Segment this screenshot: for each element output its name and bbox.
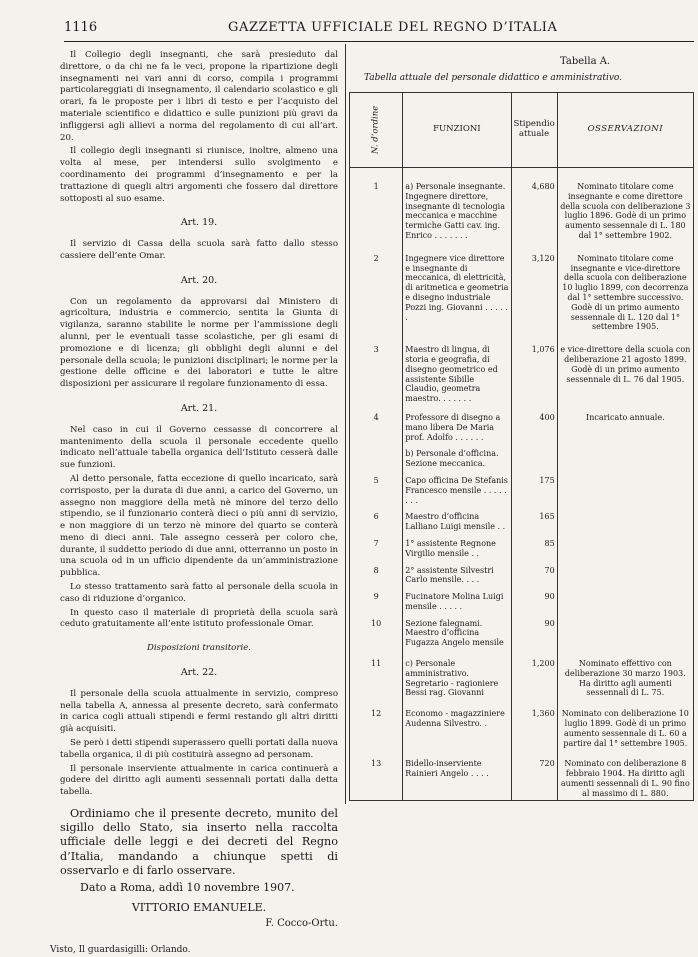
header-n: N. d’ordine xyxy=(350,93,403,168)
paragraph: Se però i detti stipendi superassero quelli portati dalla nuova tabella organica, il di più costituirà assegno ad personam. xyxy=(60,738,338,760)
paragraph: Il servizio di Cassa della scuola sarà fatto dallo stesso cassiere dell’ente Omar. xyxy=(60,239,338,261)
table-subtitle: Tabella attuale del personale didattico e amministrativo. xyxy=(364,73,623,83)
article-heading: Art. 19. xyxy=(180,217,218,229)
cell-salary: 3,120 xyxy=(511,242,557,333)
table-row xyxy=(350,242,694,333)
cell-number: 13 xyxy=(350,749,403,800)
cell-notes: Nominato titolare come insegnante e come direttore della scuola con deliberazione 3 luglio 1896. Godè di un primo aumento sessennale di L. 180 dal 1° settembre 1902. xyxy=(557,168,693,242)
cell-salary: 90 xyxy=(511,586,557,613)
cell-notes xyxy=(557,560,693,587)
table-row xyxy=(350,405,694,443)
cell-function: Maestro di lingua, di storia e geografia, di disegno geometrico ed assistente Sibille Claudio, geometra maestro. . . . . . . xyxy=(403,333,511,405)
cell-function: Capo officina De Stefanis Francesco mensile . . . . . . . . xyxy=(403,470,511,506)
header-rule xyxy=(64,41,694,42)
table-row xyxy=(350,506,694,533)
cell-notes: Nominato con deliberazione 8 febbraio 1904. Ha diritto agli aumenti sessennali di L. 90 fino al massimo di L. 880. xyxy=(557,749,693,800)
cell-number: 1 xyxy=(350,168,403,242)
cell-number xyxy=(350,443,403,470)
cell-function: Bidello-inserviente Rainieri Angelo . . . . xyxy=(403,749,511,800)
table-row xyxy=(350,168,694,242)
cell-salary: 400 xyxy=(511,405,557,443)
article-heading: Art. 21. xyxy=(180,402,218,414)
personnel-table xyxy=(349,92,694,801)
header-funzioni: FUNZIONI xyxy=(403,93,511,168)
cell-function: 1° assistente Regnone Virgilio mensile . . xyxy=(403,533,511,560)
cell-notes xyxy=(557,506,693,533)
cell-number: 5 xyxy=(350,470,403,506)
table-row xyxy=(350,443,694,470)
king-signature: VITTORIO EMANUELE. xyxy=(131,900,267,914)
cell-number: 9 xyxy=(350,586,403,613)
cell-salary: 175 xyxy=(511,470,557,506)
cell-number: 10 xyxy=(350,613,403,649)
paragraph: Il Collegio degli insegnanti, che sarà presieduto dal direttore, o da chi ne fa le veci, propone la ripartizione degli insegnamenti nei vari anni di corso, compila i programmi particolareggiati di insegnamento, il calendario scolastico e gli orari, fa le proposte per i libri di testo e per l’acquisto del materiale scientifico e didattico e sulle punizioni più gravi da infliggersi agli allievi a norma del regolamento di cui all’art. 20. xyxy=(60,50,338,143)
cell-function: Maestro d’officina Lalliano Luigi mensile . . xyxy=(403,506,511,533)
cell-number: 7 xyxy=(350,533,403,560)
cell-salary: 90 xyxy=(511,613,557,649)
cell-notes xyxy=(557,443,693,470)
paragraph: Nel caso in cui il Governo cessasse di concorrere al mantenimento della scuola il personale eccedente quello indicato nell’attuale tabella organica dell’Istituto cesserà dalle sue funzioni. xyxy=(60,424,338,471)
cell-number: 3 xyxy=(350,333,403,405)
cell-salary: 1,200 xyxy=(511,649,557,699)
paragraph: Al detto personale, fatta eccezione di quello incaricato, sarà corrisposto, per la durata di due anni, a carico del Governo, un assegno non maggiore della metà nè minore del terzo dello stipendio, se il funzionario conterà dieci o più anni di servizio, e non maggiore di un terzo nè minore del quarto se conterà meno di dieci anni. Tale assegno cesserà per coloro che, durante, il suddetto periodo di due anni, otterranno un posto in una scuola od in un ufficio dipendente da un’amministrazione pubblica. xyxy=(60,473,338,579)
article-heading: Art. 22. xyxy=(180,667,218,679)
cell-function: b) Personale d’officina. Sezione meccanica. xyxy=(403,443,511,470)
cell-notes: Incaricato annuale. xyxy=(557,405,693,443)
cell-function: Economo - magazziniere Audenna Silvestro. . xyxy=(403,699,511,749)
cell-notes: Nominato titolare come insegnante e vice-direttore della scuola con deliberazione 10 luglio 1899, con decorrenza dal 1° settembre successivo. Godè di un primo aumento sessennale di L. 120 dal 1° settembre 1905. xyxy=(557,242,693,333)
cell-function: a) Personale insegnante. Ingegnere direttore, insegnante di tecnologia meccanica e macchine termiche Gatti cav. ing. Enrico . . . . . . . xyxy=(403,168,511,242)
cell-notes xyxy=(557,613,693,649)
paragraph: Il personale inserviente attualmente in carica continuerà a godere del diritto agli aumenti sessennali portati dalla detta tabella. xyxy=(60,763,338,798)
cell-notes: Nominato effettivo con deliberazione 30 marzo 1903. Ha diritto agli aumenti sessennali di L. 75. xyxy=(557,649,693,699)
cell-notes xyxy=(557,533,693,560)
table-row xyxy=(350,613,694,649)
left-column xyxy=(50,50,338,957)
cell-number: 12 xyxy=(350,699,403,749)
table-row xyxy=(350,333,694,405)
cell-number: 4 xyxy=(350,405,403,443)
table-row xyxy=(350,699,694,749)
table-row xyxy=(350,470,694,506)
cell-function: c) Personale amministrativo. Segretario - ragioniere Bessi rag. Giovanni xyxy=(403,649,511,699)
cell-function: Ingegnere vice direttore e insegnante di meccanica, di elettricità, di aritmetica e geometria e disegno industriale Pozzi ing. Giovanni . . . . . . xyxy=(403,242,511,333)
table-row xyxy=(350,560,694,587)
cell-function: 2° assistente Silvestri Carlo mensile. . . . xyxy=(403,560,511,587)
cell-salary: 1,360 xyxy=(511,699,557,749)
decree-closing: Ordiniamo che il presente decreto, munito del sigillo dello Stato, sia inserto nella raccolta ufficiale delle leggi e dei decreti del Regno d’Italia, mandando a chiunque spetti di osservarlo e di farlo osservare. xyxy=(60,807,338,877)
page-header xyxy=(64,20,694,38)
cell-number: 8 xyxy=(350,560,403,587)
decree-date: Dato a Roma, addì 10 novembre 1907. xyxy=(80,881,295,895)
cell-notes xyxy=(557,470,693,506)
cell-notes: Nominato con deliberazione 10 luglio 1899. Godè di un primo aumento sessennale di L. 60 a partire dal 1° settembre 1905. xyxy=(557,699,693,749)
table-row xyxy=(350,586,694,613)
article-heading: Art. 20. xyxy=(180,274,218,286)
paragraph: Con un regolamento da approvarsi dal Ministero di agricoltura, industria e commercio, sentita la Giunta di vigilanza, saranno stabilite le norme per l’ammissione degli alunni, per le eventuali tasse scolastiche, per gli esami di promozione e di licenza; gli obblighi degli alunni e del personale della scuola; le punizioni disciplinari; le norme per la gestione delle officine e dei laboratori e tutte le altre disposizioni per assicurare il regolare funzionamento di essa. xyxy=(60,296,338,390)
cell-number: 2 xyxy=(350,242,403,333)
cell-number: 6 xyxy=(350,506,403,533)
cell-salary: 1,076 xyxy=(511,333,557,405)
table-row xyxy=(350,649,694,699)
table-row xyxy=(350,749,694,800)
cell-function: Professore di disegno a mano libera De Maria prof. Adolfo . . . . . . xyxy=(403,405,511,443)
column-divider xyxy=(345,44,346,804)
cell-salary: 165 xyxy=(511,506,557,533)
cell-salary: 4,680 xyxy=(511,168,557,242)
table-row xyxy=(350,533,694,560)
cell-function: Sezione falegnami. Maestro d’officina Fugazza Angelo mensile xyxy=(403,613,511,649)
cell-salary xyxy=(511,443,557,470)
header-osservazioni: OSSERVAZIONI xyxy=(557,93,693,168)
table-label: Tabella A. xyxy=(560,56,611,67)
cell-notes xyxy=(557,586,693,613)
paragraph: Lo stesso trattamento sarà fatto al personale della scuola in caso di riduzione d’organico. xyxy=(60,582,338,604)
paragraph: Il personale della scuola attualmente in servizio, compreso nella tabella A, annessa al presente decreto, sarà confermato in carica cogli attuali stipendi e fermi restando gli altri diritti già acquisiti. xyxy=(60,688,338,735)
cell-notes: e vice-direttore della scuola con deliberazione 21 agosto 1899. Godè di un primo aumento sessennale di L. 76 dal 1905. xyxy=(557,333,693,405)
page-number: 1116 xyxy=(64,20,98,35)
cell-function: Fucinatore Molina Luigi mensile . . . . . xyxy=(403,586,511,613)
paragraph: Il collegio degli insegnanti si riunisce, inoltre, almeno una volta al mese, per intendersi sullo svolgimento e coordinamento dei programmi d’insegnamento e per la trattazione di quegli altri argomenti che fossero dal direttore sottoposti al suo esame. xyxy=(60,146,338,204)
cell-salary: 70 xyxy=(511,560,557,587)
cell-salary: 720 xyxy=(511,749,557,800)
paragraph: In questo caso il materiale di proprietà della scuola sarà ceduto gratuitamente all’ente istituto professionale Omar. xyxy=(60,607,338,630)
cell-salary: 85 xyxy=(511,533,557,560)
header-stipendio: Stipendio attuale xyxy=(511,93,557,168)
minister-signature: F. Cocco-Ortu. xyxy=(265,917,338,929)
visto-line: Visto, Il guardasigilli: Orlando. xyxy=(50,945,191,956)
gazette-title: GAZZETTA UFFICIALE DEL REGNO D’ITALIA xyxy=(228,20,558,35)
cell-number: 11 xyxy=(350,649,403,699)
section-heading: Disposizioni transitorie. xyxy=(146,643,252,654)
